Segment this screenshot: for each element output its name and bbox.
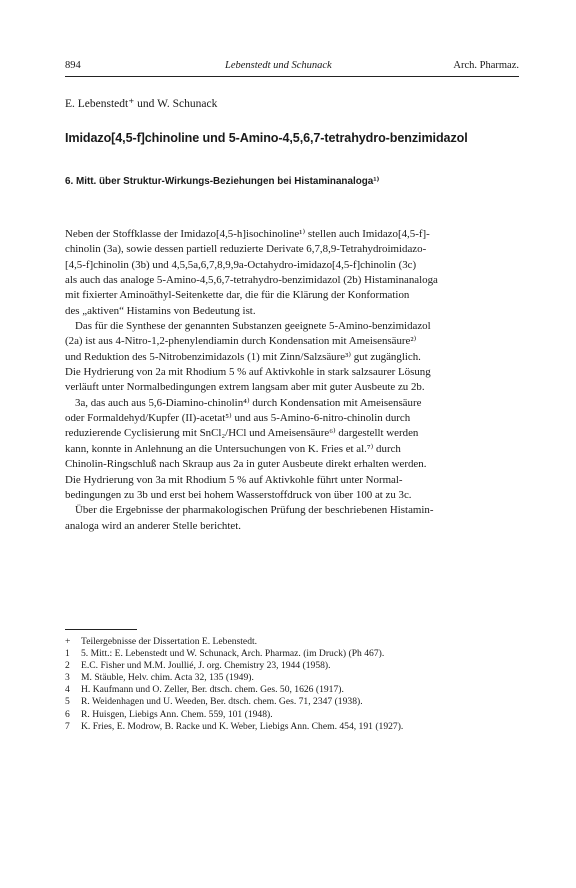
footnote-text: K. Fries, E. Modrow, B. Racke und K. Weber, Liebigs Ann. Chem. 454, 191 (1927). — [81, 720, 404, 732]
body-line: des „aktiven“ Histamins von Bedeutung ist. — [65, 304, 256, 317]
footnote-text: H. Kaufmann und O. Zeller, Ber. dtsch. chem. Ges. 50, 1626 (1917). — [81, 684, 344, 696]
footnote-text: E.C. Fisher und M.M. Joullié, J. org. Chemistry 23, 1944 (1958). — [81, 660, 331, 672]
body-line: Die Hydrierung von 3a mit Rhodium 5 % auf Aktivkohle führt unter Normal- — [65, 473, 403, 486]
body-line: analoga wird an anderer Stelle berichtet. — [65, 519, 241, 532]
footnote-text: Teilergebnisse der Dissertation E. Lebenstedt. — [81, 636, 258, 647]
footnote-mark: 6 — [65, 708, 70, 720]
body-line: bedingungen zu 3b und erst bei hohem Wasserstoffdruck von über 100 at zu 3c. — [65, 488, 412, 501]
running-authors: Lebenstedt und Schunack — [225, 60, 332, 71]
body-line: Das für die Synthese der genannten Substanzen geeignete 5-Amino-benzimidazol — [75, 320, 431, 333]
footnote-mark: 5 — [65, 696, 70, 708]
header-rule — [65, 76, 519, 77]
footnote — [65, 672, 525, 684]
running-header — [65, 60, 519, 74]
body-line: 3a, das auch aus 5,6-Diamino-chinolin⁴⁾ durch Kondensation mit Ameisensäure — [75, 396, 422, 409]
footnote-mark: 1 — [65, 648, 70, 660]
footnote-mark: 4 — [65, 684, 70, 696]
body-line: Die Hydrierung von 2a mit Rhodium 5 % auf Aktivkohle in stark salzsaurer Lösung — [65, 366, 431, 379]
footnote — [65, 684, 525, 696]
footnote — [65, 709, 525, 721]
body-line: Neben der Stoffklasse der Imidazo[4,5-h]isochinoline¹⁾ stellen auch Imidazo[4,5-f]- — [65, 228, 430, 240]
body-line: chinolin (3a), sowie dessen partiell reduzierte Derivate 6,7,8,9-Tetrahydroimidazo- — [65, 243, 427, 256]
body-line: [4,5-f]chinolin (3b) und 4,5,5a,6,7,8,9,9a-Octahydro-imidazo[4,5-f]chinolin (3c) — [65, 258, 417, 271]
body-line: kann, konnte in Anlehnung an die Untersuchungen von K. Fries et al.⁷⁾ durch — [65, 442, 401, 455]
footnote-mark: 2 — [65, 660, 70, 672]
footnote-rule — [65, 629, 137, 630]
page-number: 894 — [65, 60, 81, 71]
footnote — [65, 721, 525, 733]
body-line: als auch das analoge 5-Amino-4,5,6,7-tetrahydro-benzimidazol (2b) Histaminanaloga — [65, 274, 438, 287]
footnote-text: M. Stäuble, Helv. chim. Acta 32, 135 (1949). — [81, 672, 254, 684]
footnote-text: 5. Mitt.: E. Lebenstedt und W. Schunack, Arch. Pharmaz. (im Druck) (Ph 467). — [81, 648, 385, 660]
footnote-mark: 3 — [65, 672, 70, 684]
footnote — [65, 648, 525, 660]
body-line: Chinolin-Ringschluß nach Skraup aus 2a in guter Ausbeute direkt erhalten werden. — [65, 458, 427, 471]
journal-name: Arch. Pharmaz. — [453, 60, 519, 71]
body-line: verläuft unter Normalbedingungen extrem langsam aber mit guter Ausbeute zu 2b. — [65, 381, 425, 394]
footnote — [65, 636, 525, 648]
body-line: und Reduktion des 5-Nitrobenzimidazols (1) mit Zinn/Salzsäure³⁾ gut zugänglich. — [65, 350, 421, 363]
article-title: Imidazo[4,5-f]chinoline und 5-Amino-4,5,6,7-tetrahydro-benzimidazol — [65, 131, 468, 145]
body-line: oder Formaldehyd/Kupfer (II)-acetat⁵⁾ und aus 5-Amino-6-nitro-chinolin durch — [65, 412, 411, 425]
article-subtitle: 6. Mitt. über Struktur-Wirkungs-Beziehungen bei Histaminanaloga¹⁾ — [65, 176, 380, 187]
footnotes — [65, 636, 525, 733]
footnote-text: R. Huisgen, Liebigs Ann. Chem. 559, 101 (1948). — [81, 708, 273, 720]
footnote-mark: + — [65, 636, 71, 647]
body-line: (2a) ist aus 4-Nitro-1,2-phenylendiamin durch Kondensation mit Ameisensäure²⁾ — [65, 335, 417, 348]
article-body — [65, 227, 525, 534]
footnote-text: R. Weidenhagen und U. Weeden, Ber. dtsch. chem. Ges. 71, 2347 (1938). — [81, 696, 363, 708]
footnote — [65, 660, 525, 672]
footnote-mark: 7 — [65, 720, 70, 732]
footnote — [65, 696, 525, 708]
body-line: mit fixierter Aminoäthyl-Seitenkette dar, die für die Klärung der Konformation — [65, 289, 410, 302]
body-line: Über die Ergebnisse der pharmakologischen Prüfung der beschriebenen Histamin- — [75, 504, 434, 517]
article-authors: E. Lebenstedt⁺ und W. Schunack — [65, 98, 218, 110]
body-line: reduzierende Cyclisierung mit SnCl₂/HCl und Ameisensäure⁶⁾ dargestellt werden — [65, 427, 419, 440]
